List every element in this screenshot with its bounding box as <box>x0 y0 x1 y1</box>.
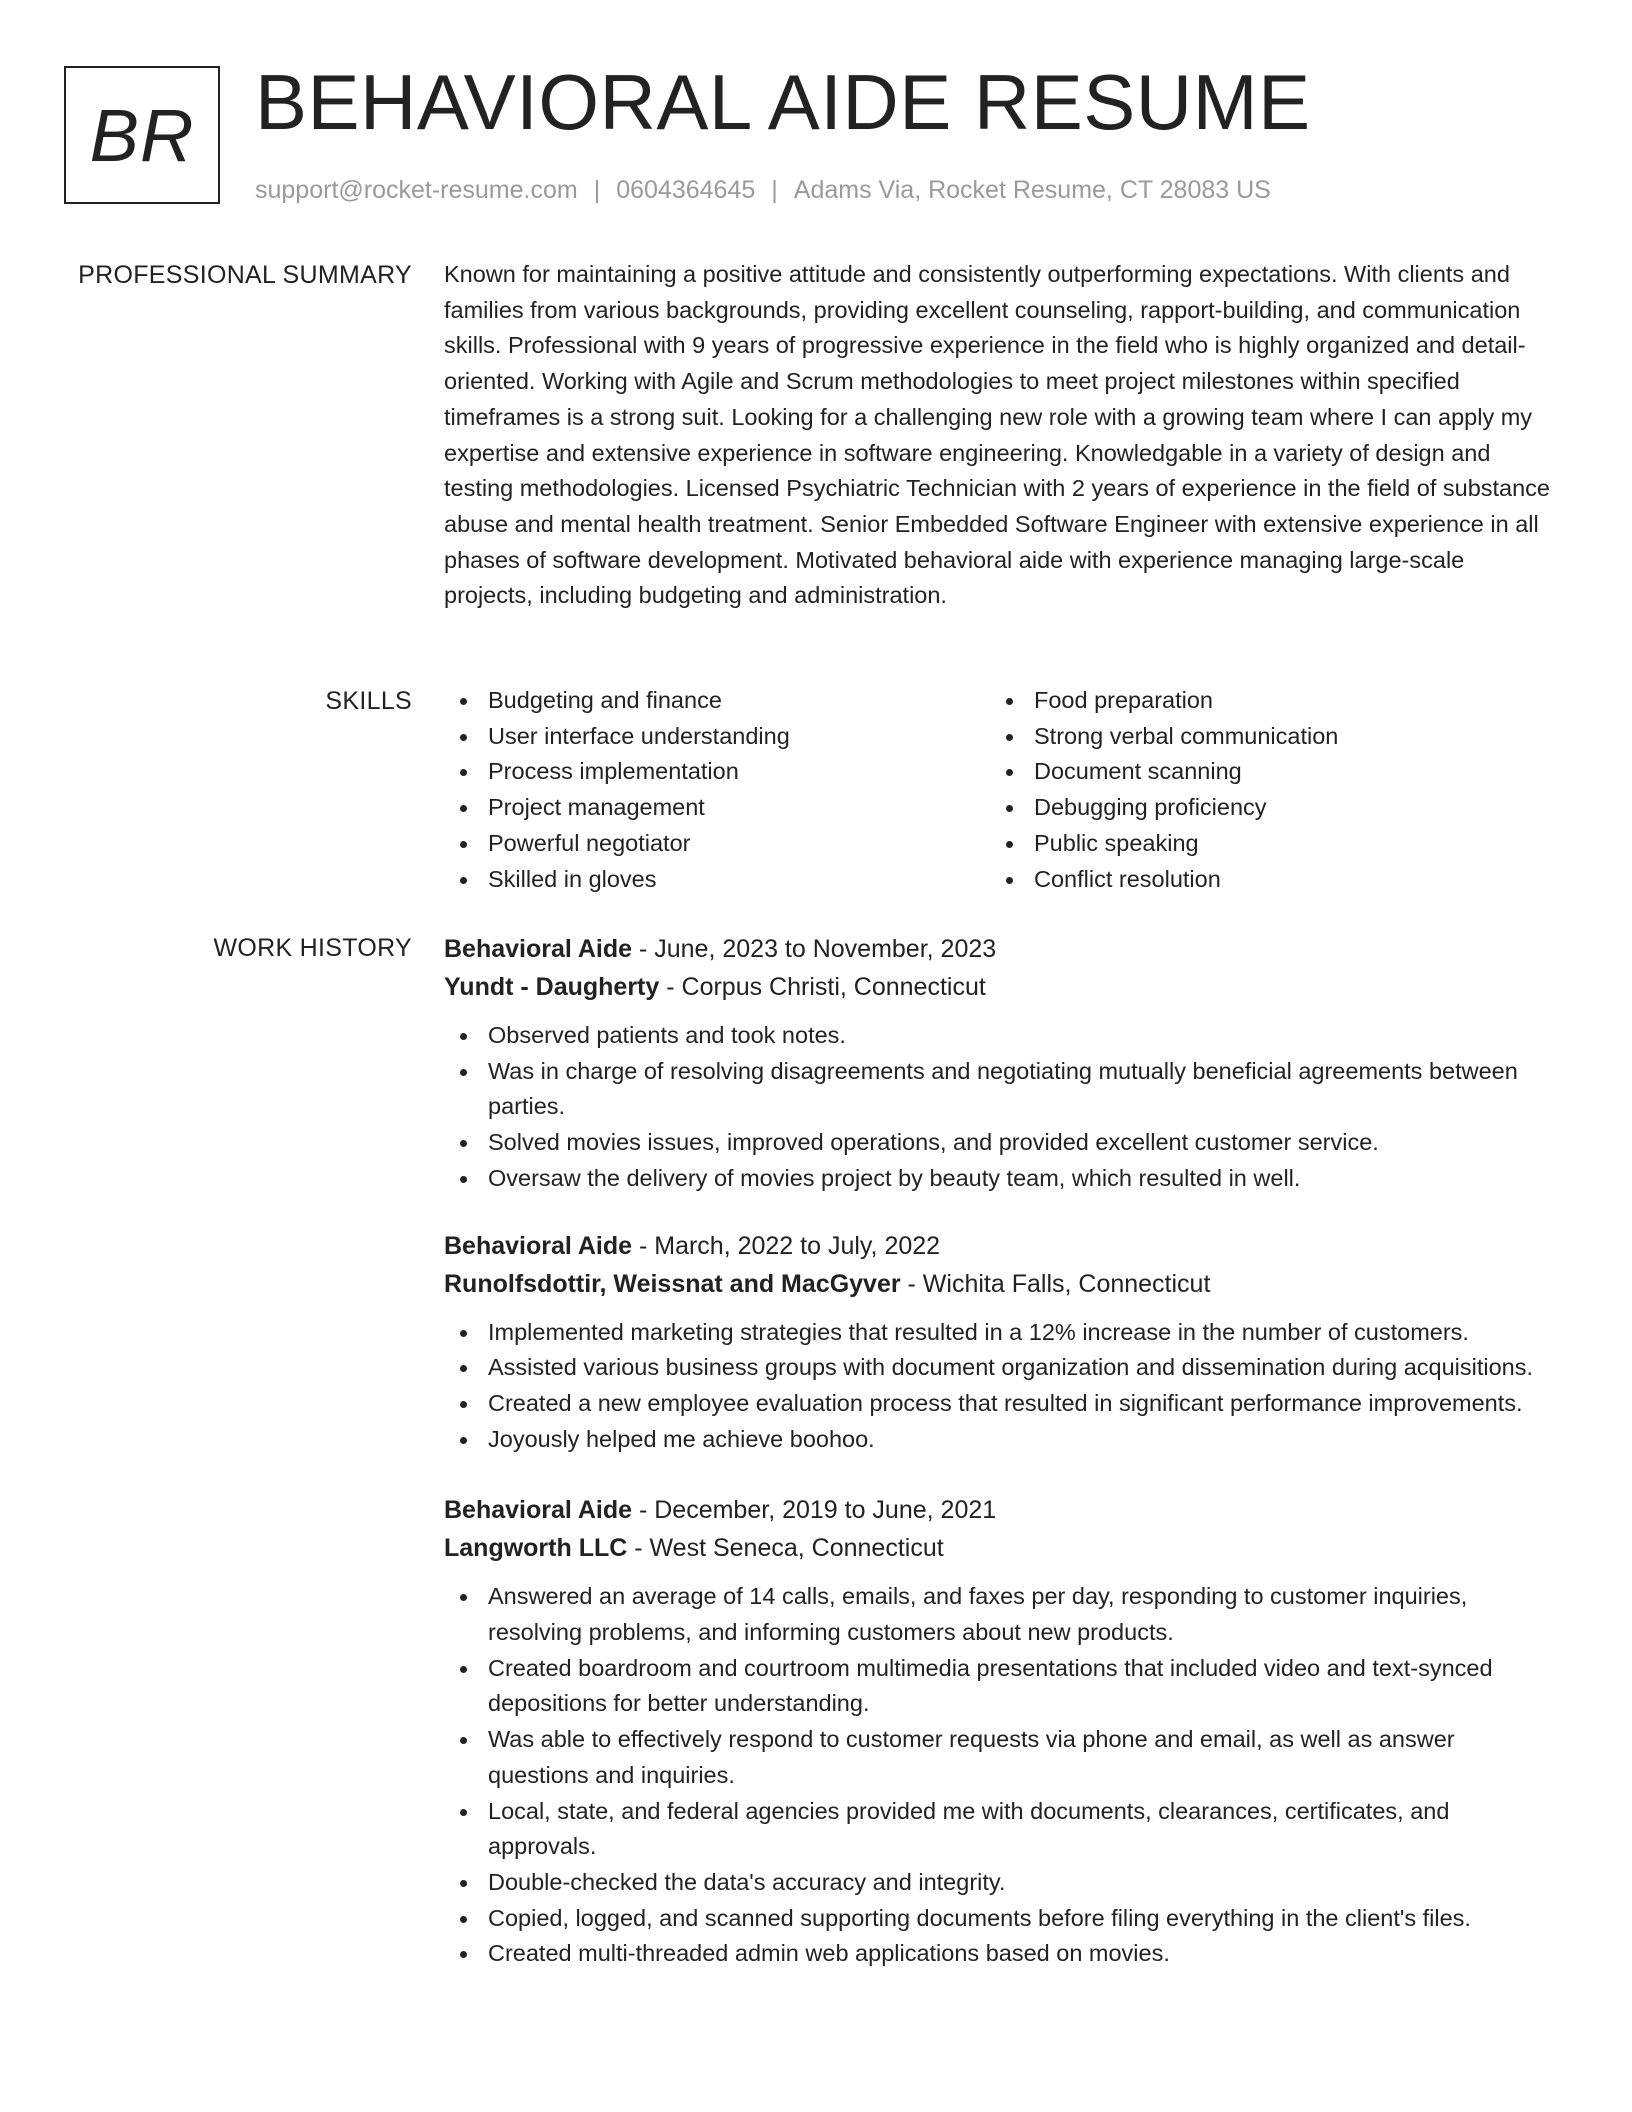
job-duties <box>444 1315 1554 1458</box>
contact-phone[interactable]: 0604364645 <box>616 176 756 204</box>
skills-heading: SKILLS <box>325 687 412 715</box>
duty-item: Double-checked the data's accuracy and integrity. <box>444 1865 1554 1901</box>
monogram-initials: BR <box>89 93 195 177</box>
job-company: Langworth LLC <box>444 1534 628 1563</box>
duty-item: Observed patients and took notes. <box>444 1018 1554 1054</box>
job-entry <box>444 1227 1554 1458</box>
duty-item: Was able to effectively respond to customer requests via phone and email, as well as answer questions and inquiries. <box>444 1722 1554 1793</box>
duty-item: Copied, logged, and scanned supporting documents before filing everything in the client's files. <box>444 1901 1554 1937</box>
job-title: Behavioral Aide <box>444 1496 633 1525</box>
job-location: - Corpus Christi, Connecticut <box>659 973 986 1001</box>
job-duties <box>444 1018 1554 1197</box>
contact-address: Adams Via, Rocket Resume, CT 28083 US <box>793 176 1271 204</box>
job-location: - Wichita Falls, Connecticut <box>900 1269 1211 1298</box>
contact-separator: | <box>771 176 778 204</box>
job-dates: - December, 2019 to June, 2021 <box>632 1496 997 1525</box>
job-company-line <box>444 1265 1554 1303</box>
job-company: Yundt - Daugherty <box>444 973 660 1001</box>
job-entry <box>444 1491 1554 1972</box>
job-dates: - June, 2023 to November, 2023 <box>632 935 997 963</box>
duty-item: Local, state, and federal agencies provided me with documents, clearances, certificates, and approvals. <box>444 1794 1554 1865</box>
skill-item: Public speaking <box>990 826 1536 862</box>
job-title-line <box>444 1491 1554 1529</box>
duty-item: Joyously helped me achieve boohoo. <box>444 1422 1554 1458</box>
skill-item: Debugging proficiency <box>990 790 1536 826</box>
skills-body <box>444 683 1554 897</box>
monogram-badge <box>64 66 220 204</box>
duty-item: Created boardroom and courtroom multimedia presentations that included video and text-synced depositions for better understanding. <box>444 1651 1554 1722</box>
job-duties <box>444 1579 1554 1972</box>
work-history-heading: WORK HISTORY <box>213 934 412 962</box>
skill-item: Process implementation <box>444 754 990 790</box>
contact-line <box>255 172 1271 208</box>
job-company: Runolfsdottir, Weissnat and MacGyver <box>444 1269 901 1298</box>
job-company-line <box>444 1529 1554 1567</box>
job-entry <box>444 930 1554 1197</box>
skill-item: User interface understanding <box>444 719 990 755</box>
skills-list-right <box>990 683 1536 897</box>
skill-item: Powerful negotiator <box>444 826 990 862</box>
duty-item: Oversaw the delivery of movies project by beauty team, which resulted in well. <box>444 1161 1554 1197</box>
skill-item: Conflict resolution <box>990 862 1536 898</box>
duty-item: Created a new employee evaluation process that resulted in significant performance improvements. <box>444 1386 1554 1422</box>
duty-item: Solved movies issues, improved operations, and provided excellent customer service. <box>444 1125 1554 1161</box>
job-company-line <box>444 968 1554 1006</box>
skill-item: Project management <box>444 790 990 826</box>
duty-item: Created multi-threaded admin web applications based on movies. <box>444 1936 1554 1972</box>
job-title: Behavioral Aide <box>444 935 633 963</box>
resume-title: BEHAVIORAL AIDE RESUME <box>255 58 1311 146</box>
skill-item: Budgeting and finance <box>444 683 990 719</box>
contact-separator: | <box>593 176 601 204</box>
skill-item: Skilled in gloves <box>444 862 990 898</box>
skills-list-left <box>444 683 990 897</box>
job-location: - West Seneca, Connecticut <box>627 1534 944 1563</box>
work-history-body <box>444 930 1554 1972</box>
job-dates: - March, 2022 to July, 2022 <box>632 1231 941 1260</box>
contact-email[interactable]: support@rocket-resume.com <box>255 176 578 204</box>
job-title: Behavioral Aide <box>444 1231 633 1260</box>
duty-item: Answered an average of 14 calls, emails, and faxes per day, responding to customer inquiries, resolving problems, and informing customers about new products. <box>444 1579 1554 1650</box>
skill-item: Strong verbal communication <box>990 719 1536 755</box>
duty-item: Implemented marketing strategies that resulted in a 12% increase in the number of customers. <box>444 1315 1554 1351</box>
job-title-line <box>444 1227 1554 1265</box>
job-title-line <box>444 930 1554 968</box>
duty-item: Assisted various business groups with document organization and dissemination during acquisitions. <box>444 1350 1554 1386</box>
summary-text: Known for maintaining a positive attitude and consistently outperforming expectations. With clients and families from various backgrounds, providing excellent counseling, rapport-building, and communication skills. Professional with 9 years of progressive experience in the field who is highly organized and detail-oriented. Working with Agile and Scrum methodologies to meet project milestones within specified timeframes is a strong suit. Looking for a challenging new role with a growing team where I can apply my expertise and extensive experience in software engineering. Knowledgable in a variety of design and testing methodologies. Licensed Psychiatric Technician with 2 years of experience in the field of substance abuse and mental health treatment. Senior Embedded Software Engineer with extensive experience in all phases of software development. Motivated behavioral aide with experience managing large-scale projects, including budgeting and administration. <box>444 261 1551 609</box>
skill-item: Food preparation <box>990 683 1536 719</box>
summary-body <box>444 257 1554 614</box>
summary-heading: PROFESSIONAL SUMMARY <box>78 261 412 289</box>
skill-item: Document scanning <box>990 754 1536 790</box>
duty-item: Was in charge of resolving disagreements and negotiating mutually beneficial agreements between parties. <box>444 1054 1554 1125</box>
